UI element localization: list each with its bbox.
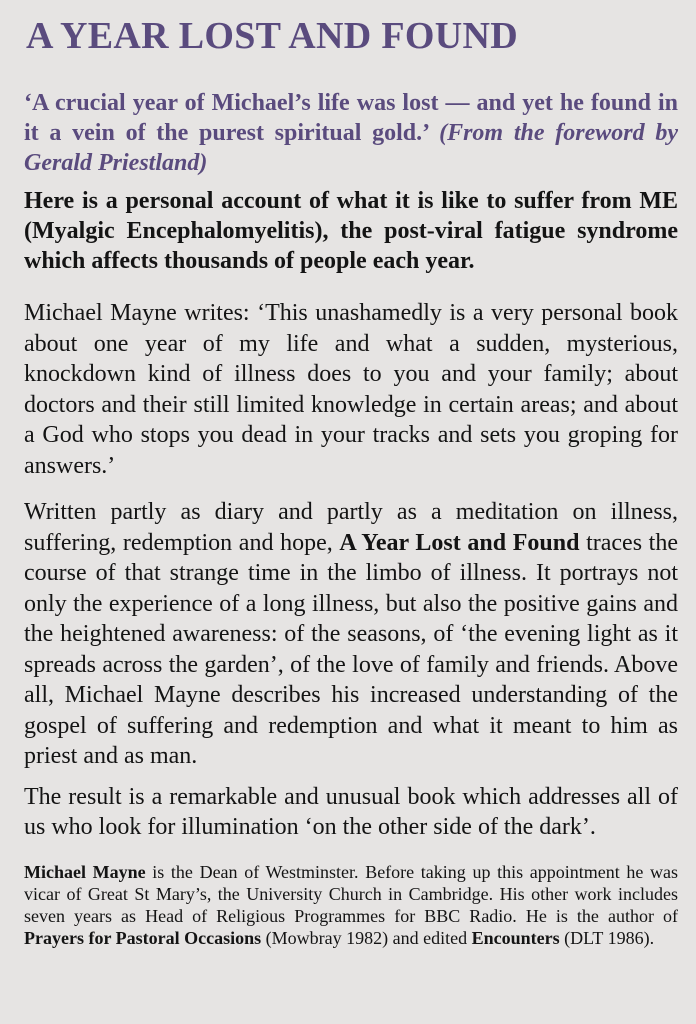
bio-book-2: Encounters	[471, 927, 560, 948]
quote-attribution: (From the foreword by Gerald Priestland)	[24, 120, 678, 176]
bio-author-name: Michael Mayne	[24, 861, 146, 882]
description-paragraph	[24, 497, 678, 772]
description-book-title: A Year Lost and Found	[339, 529, 580, 556]
author-bio	[24, 861, 678, 949]
conclusion-paragraph: The result is a remarkable and unusual book which addresses all of us who look for illumination ‘on the other side of the dark’.	[24, 783, 678, 840]
bio-text-3: (DLT 1986).	[564, 927, 655, 948]
description-text-after: traces the course of that strange time in the limbo of illness. It portrays not only the experience of a long illness, but also the positive gains and the heightened awareness: of the seasons, of ‘the evening light as it spreads across the garden’, of the love of family and friends. Above all, Michael Mayne describes his increased understanding of the gospel of suffering and redemption and what it meant to him as priest and as man.	[24, 529, 679, 769]
foreword-quote	[24, 88, 678, 178]
bio-text-1: is the Dean of Westminster. Before taking up this appointment he was vicar of Great St Mary’s, the University Church in Cambridge. His other work includes seven years as Head of Religious Programmes for BBC Radio. He is the author of	[24, 861, 679, 926]
quote-text: ‘A crucial year of Michael’s life was lost — and yet he found in it a vein of the purest spiritual gold.’	[24, 90, 678, 146]
author-quote-paragraph: Michael Mayne writes: ‘This unashamedly is a very personal book about one year of my life and what a sudden, mysterious, knockdown kind of illness does to you and your family; about doctors and their still limited knowledge in certain areas; and about a God who stops you dead in your tracks and sets you groping for answers.’	[24, 300, 678, 479]
description-text-before: Written partly as diary and partly as a meditation on illness, suffering, redemption and hope,	[24, 499, 678, 556]
bio-text-2: (Mowbray 1982) and edited	[265, 927, 468, 948]
book-title: A YEAR LOST AND FOUND	[26, 15, 518, 57]
bio-book-1: Prayers for Pastoral Occasions	[24, 927, 262, 948]
intro-paragraph: Here is a personal account of what it is like to suffer from ME (Myalgic Encephalomyelitis), the post-viral fatigue syndrome which affects thousands of people each year.	[24, 188, 678, 274]
